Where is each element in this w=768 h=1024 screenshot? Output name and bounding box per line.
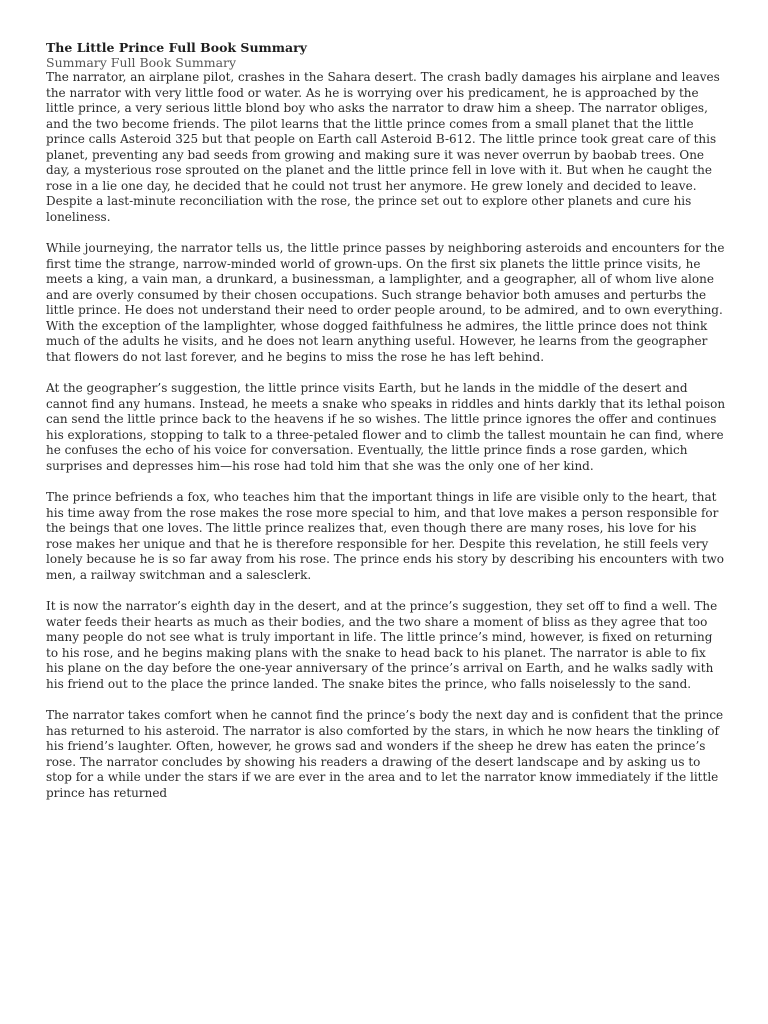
paragraph-4: The prince befriends a fox, who teaches him that the important things in life are visible only to the heart, that his time away from the rose makes the rose more special to him, and that love makes a person responsible for the beings that one loves. The little prince realizes that, even though there are many roses, his love for his rose makes her unique and that he is therefore responsible for her. Despite this revelation, he still feels very lonely because he is so far away from his rose. The prince ends his story by describing his encounters with two men, a railway switchman and a salesclerk.	[46, 490, 725, 582]
document-page	[46, 40, 726, 817]
paragraph-1: The narrator, an airplane pilot, crashes in the Sahara desert. The crash badly damages his airplane and leaves the narrator with very little food or water. As he is worrying over his predicament, he is approached by the little prince, a very serious little blond boy who asks the narrator to draw him a sheep. The narrator obliges, and the two become friends. The pilot learns that the little prince comes from a small planet that the little prince calls Asteroid 325 but that people on Earth call Asteroid B-612. The little prince took great care of this planet, preventing any bad seeds from growing and making sure it was never overrun by baobab trees. One day, a mysterious rose sprouted on the planet and the little prince fell in love with it. But when he caught the rose in a lie one day, he decided that he could not trust her anymore. He grew lonely and decided to leave. Despite a last-minute reconciliation with the rose, the prince set out to explore other planets and cure his loneliness.	[46, 70, 720, 224]
paragraph-2: While journeying, the narrator tells us, the little prince passes by neighboring asteroids and encounters for the first time the strange, narrow-minded world of grown-ups. On the first six planets the little prince visits, he meets a king, a vain man, a drunkard, a businessman, a lamplighter, and a geographer, all of whom live alone and are overly consumed by their chosen occupations. Such strange behavior both amuses and perturbs the little prince. He does not understand their need to order people around, to be admired, and to own everything. With the exception of the lamplighter, whose dogged faithfulness he admires, the little prince does not think much of the adults he visits, and he does not learn anything useful. However, he learns from the geographer that flowers do not last forever, and he begins to miss the rose he has left behind.	[46, 241, 725, 364]
document-title: The Little Prince Full Book Summary	[46, 40, 307, 55]
paragraph-6: The narrator takes comfort when he cannot find the prince’s body the next day and is confident that the prince has returned to his asteroid. The narrator is also comforted by the stars, in which he now hears the tinkling of his friend’s laughter. Often, however, he grows sad and wonders if the sheep he drew has eaten the prince’s rose. The narrator concludes by showing his readers a drawing of the desert landscape and by asking us to stop for a while under the stars if we are ever in the area and to let the narrator know immediately if the little prince has returned	[46, 708, 724, 800]
paragraph-5: It is now the narrator’s eighth day in the desert, and at the prince’s suggestion, they set off to find a well. The water feeds their hearts as much as their bodies, and the two share a moment of bliss as they agree that too many people do not see what is truly important in life. The little prince’s mind, however, is fixed on returning to his rose, and he begins making plans with the snake to head back to his planet. The narrator is able to fix his plane on the day before the one-year anniversary of the prince’s arrival on Earth, and he walks sadly with his friend out to the place the prince landed. The snake bites the prince, who falls noiselessly to the sand.	[46, 599, 718, 691]
document-subtitle: Summary Full Book Summary	[46, 55, 237, 70]
paragraph-3: At the geographer’s suggestion, the little prince visits Earth, but he lands in the middle of the desert and cannot find any humans. Instead, he meets a snake who speaks in riddles and hints darkly that its lethal poison can send the little prince back to the heavens if he so wishes. The little prince ignores the offer and continues his explorations, stopping to talk to a three-petaled flower and to climb the tallest mountain he can find, where he confuses the echo of his voice for conversation. Eventually, the little prince finds a rose garden, which surprises and depresses him—his rose had told him that she was the only one of her kind.	[46, 381, 726, 473]
